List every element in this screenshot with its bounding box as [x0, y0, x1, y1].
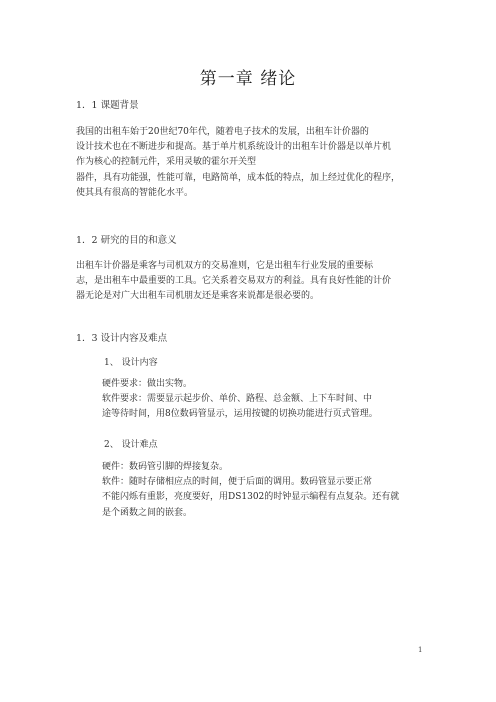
paragraph-line: 设计技术也在不断进步和提高。基于单片机系统设计的出租车计价器是以单片机 [76, 142, 392, 153]
page-number: 1 [418, 646, 423, 654]
paragraph-line: 志，是出租车中最重要的工具。它关系着交易双方的利益。具有良好性能的计价 [76, 276, 392, 287]
paragraph-line: 器无论是对广大出租车司机朋友还是乘客来说都是很必要的。 [76, 291, 320, 302]
paragraph-line: 使其具有很高的智能化水平。 [76, 187, 194, 198]
paragraph-line: 出租车计价器是乘客与司机双方的交易准则，它是出租车行业发展的重要标 [76, 261, 374, 271]
paragraph-line: 硬件要求：做出实物。 [102, 379, 193, 389]
paragraph-line: 硬件：数码管引脚的焊接复杂。 [102, 462, 229, 472]
section-purpose-paragraph [76, 259, 421, 305]
paragraph-line: 软件要求：需要显示起步价、单价、路程、总金额、上下车时间、中 [102, 394, 373, 405]
section-heading-purpose: 1．2 研究的目的和意义 [76, 235, 177, 246]
design-difficulty-paragraph [102, 460, 422, 521]
paragraph-line: 器件，具有功能强，性能可靠，电路简单，成本低的特点，加上经过优化的程序， [76, 172, 401, 183]
sub-heading-design-content: 1、 设计内容 [104, 358, 158, 368]
section-heading-background: 1．1 课题背景 [76, 100, 139, 111]
paragraph-line: 途等待时间，用8位数码管显示，运用按键的切换功能进行页式管理。 [102, 409, 378, 420]
paragraph-line: 软件：随时存储相应点的时间，便于后面的调用。数码管显示要正常 [102, 477, 373, 488]
sub-heading-design-difficulty: 2、 设计难点 [104, 440, 158, 450]
paragraph-line: 不能闪烁有重影，亮度要好，用DS1302的时钟显示编程有点复杂。还有就 [102, 492, 400, 503]
paragraph-line: 是个函数之间的嵌套。 [102, 507, 193, 518]
paragraph-line: 我国的出租车始于20世纪70年代，随着电子技术的发展，出租车计价器的 [76, 127, 369, 137]
section-background-paragraph [76, 125, 421, 201]
paragraph-line: 作为核心的控制元件，采用灵敏的霍尔开关型 [76, 157, 257, 168]
design-content-paragraph [102, 377, 422, 423]
chapter-title: 第一章 绪论 [199, 69, 297, 89]
section-heading-design: 1．3 设计内容及难点 [76, 333, 168, 344]
